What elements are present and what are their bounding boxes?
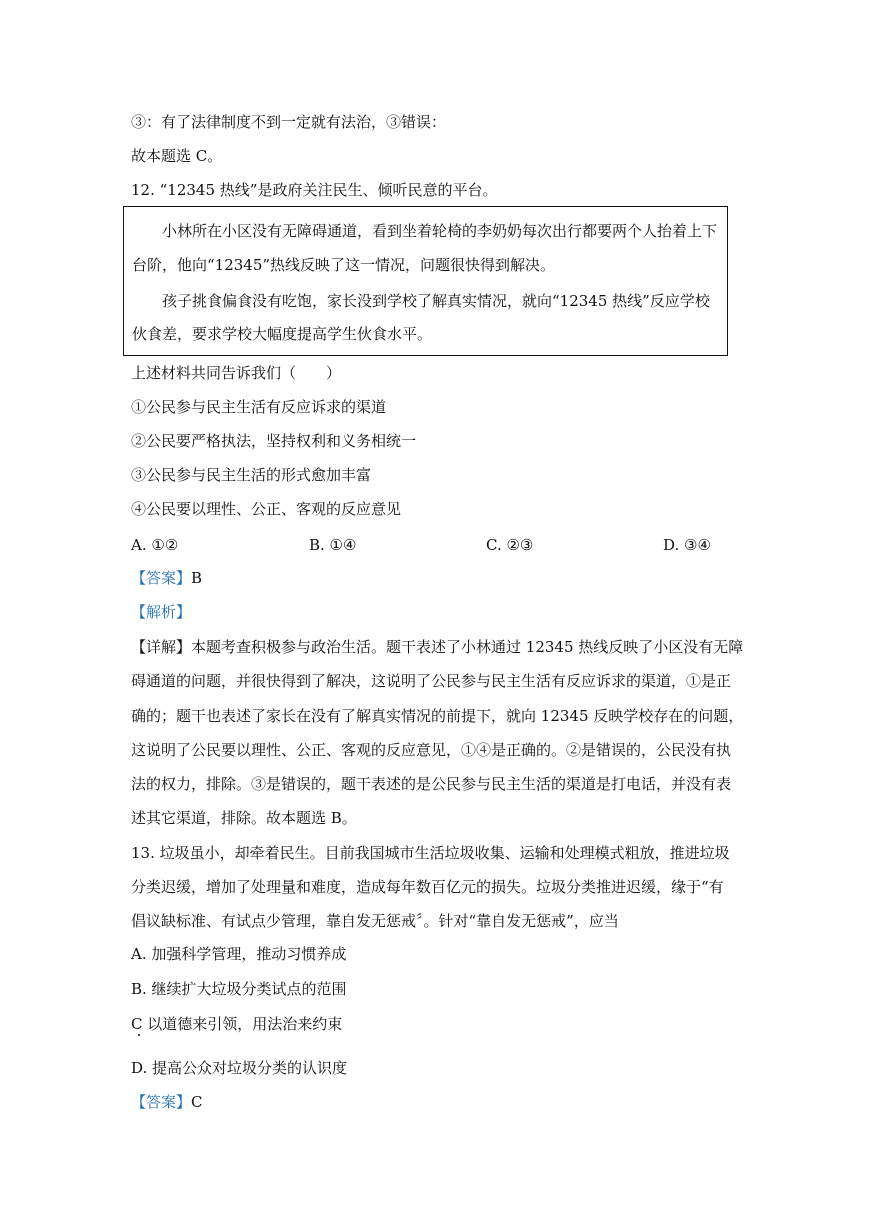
material-paragraph-1a: 小林所在小区没有无障碍通道，看到坐着轮椅的李奶奶每次出行都要两个人抬着上下 xyxy=(162,222,718,240)
option-a: A. ①② xyxy=(131,536,179,554)
analysis-heading xyxy=(131,602,191,622)
question-12-stem: 12. “12345 热线”是政府关注民生、倾听民意的平台。 xyxy=(131,181,498,199)
detail-line-2: 碍通道的问题，并很快得到了解决，这说明了公民参与民主生活有反应诉求的渠道，①是正 xyxy=(131,672,732,690)
detail-line-6: 述其它渠道，排除。故本题选 B。 xyxy=(131,809,357,827)
material-paragraph-2b: 伙食差，要求学校大幅度提高学生伙食水平。 xyxy=(132,325,433,343)
q13-option-a: A. 加强科学管理，推动习惯养成 xyxy=(131,945,347,963)
detail-line-5: 法的权力，排除。③是错误的，题干表述的是公民参与民主生活的渠道是打电话，并没有表 xyxy=(131,775,732,793)
statement-4: ④公民要以理性、公正、客观的反应意见 xyxy=(131,500,402,518)
material-paragraph-1b: 台阶，他向“12345”热线反映了这一情况，问题很快得到解决。 xyxy=(132,256,556,274)
answer-value: B xyxy=(191,569,203,587)
detail-line-4: 这说明了公民要以理性、公正、客观的反应意见，①④是正确的。②是错误的，公民没有执 xyxy=(131,741,732,759)
detail-line-1: 【详解】本题考查积极参与政治生活。题干表述了小林通过 12345 热线反映了小区没有无障 xyxy=(131,638,744,656)
material-paragraph-2a: 孩子挑食偏食没有吃饱，家长没到学校了解真实情况，就向“12345 热线”反应学校 xyxy=(162,292,710,310)
statement-1: ①公民参与民主生活有反应诉求的渠道 xyxy=(131,398,387,416)
q13-option-b: B. 继续扩大垃圾分类试点的范围 xyxy=(131,980,347,998)
answer-tag: 【答案】 xyxy=(131,1093,192,1111)
conclusion-line: 故本题选 C。 xyxy=(131,147,223,165)
question-13-line-3: 倡议缺标准、有试点少管理，靠自发无惩戒〞。针对“靠自发无惩戒”，应当 xyxy=(131,912,619,930)
analysis-line: ③：有了法律制度不到一定就有法治，③错误： xyxy=(131,113,447,131)
option-d: D. ③④ xyxy=(663,536,711,554)
answer-value: C xyxy=(191,1093,203,1111)
question-13-line-2: 分类迟缓，增加了处理量和难度，造成每年数百亿元的损失。垃圾分类推进迟缓，缘于“有 xyxy=(131,878,724,896)
option-b: B. ①④ xyxy=(309,536,357,554)
material-box xyxy=(123,206,728,356)
answer-12 xyxy=(131,568,202,588)
stray-dot xyxy=(138,1034,140,1036)
statement-2: ②公民要严格执法，坚持权利和义务相统一 xyxy=(131,432,417,450)
answer-tag: 【答案】 xyxy=(131,569,192,587)
question-12-prompt: 上述材料共同告诉我们（ ） xyxy=(131,364,342,382)
question-13-line-1: 13. 垃圾虽小，却牵着民生。目前我国城市生活垃圾收集、运输和处理模式粗放，推进垃圾 xyxy=(131,844,730,862)
option-c: C. ②③ xyxy=(486,536,534,554)
q13-option-c: C 以道德来引领，用法治来约束 xyxy=(131,1015,343,1033)
answer-13 xyxy=(131,1092,203,1112)
q13-option-d: D. 提高公众对垃圾分类的认识度 xyxy=(131,1059,348,1077)
statement-3: ③公民参与民主生活的形式愈加丰富 xyxy=(131,466,372,484)
analysis-tag: 【解析】 xyxy=(131,603,192,621)
detail-line-3: 确的；题干也表述了家长在没有了解真实情况的前提下，就向 12345 反映学校存在的问题， xyxy=(131,707,744,725)
